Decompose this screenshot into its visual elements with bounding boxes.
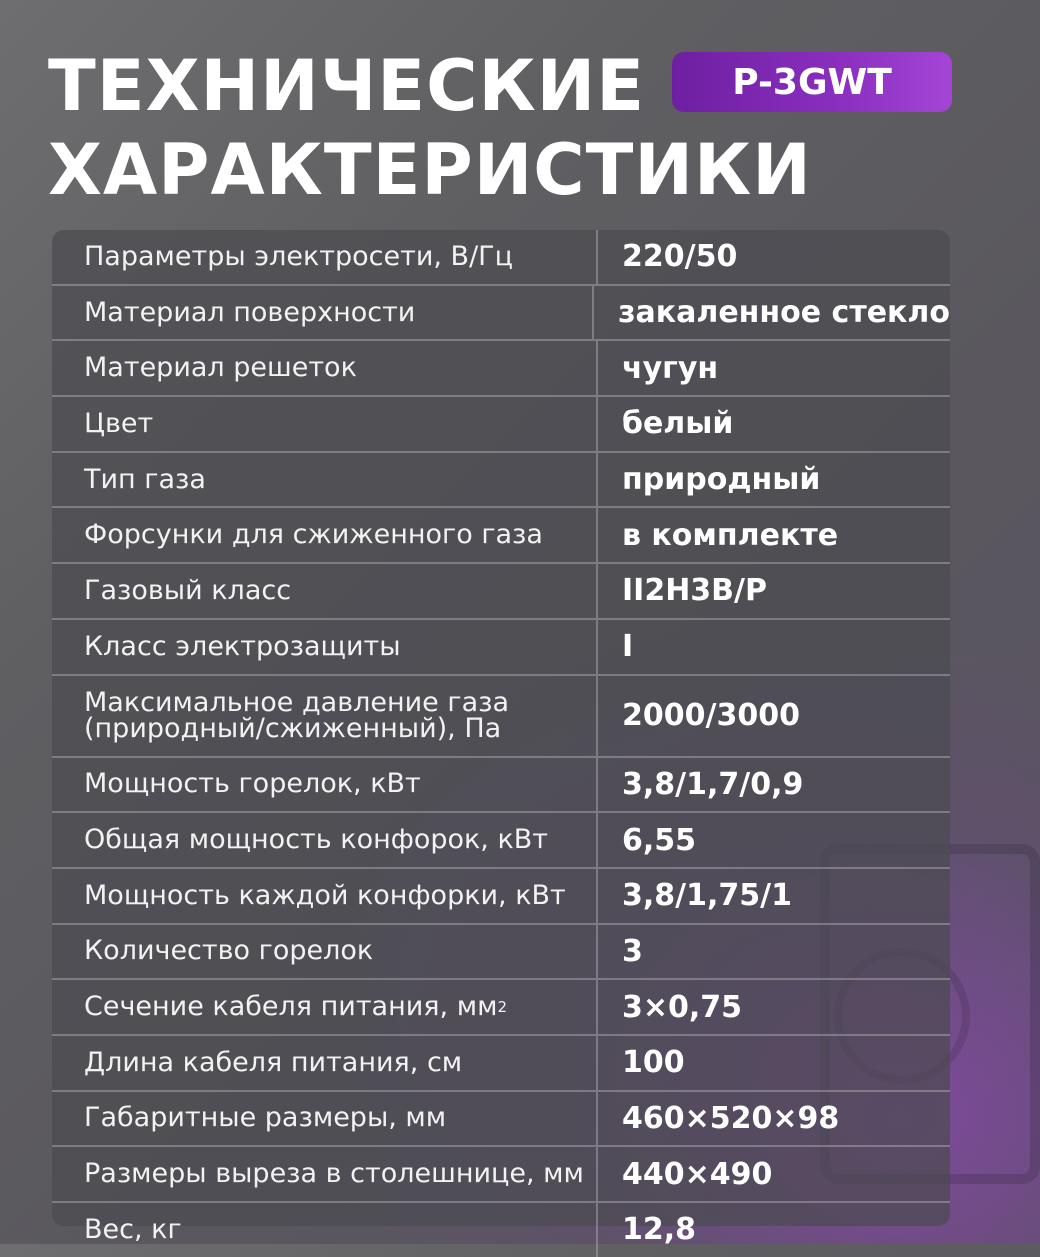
spec-label [52,564,598,618]
spec-row [52,564,950,620]
spec-label-text: Цвет [84,407,154,439]
spec-label-text: Длина кабеля питания, см [84,1046,463,1078]
spec-label [52,1147,598,1201]
spec-value: II2H3B/P [622,573,767,609]
spec-label [52,230,598,284]
spec-label: Сечение кабеля питания, мм 2 [52,980,598,1034]
spec-value: в комплекте [622,517,839,553]
spec-value: закаленное стекло [618,295,950,331]
spec-row [52,1036,950,1092]
spec-label [52,397,598,451]
spec-label-text: Общая мощность конфорок, кВт [84,824,549,856]
spec-value: 3×0,75 [622,989,743,1025]
spec-value: 440×490 [622,1156,773,1192]
spec-row [52,453,950,509]
spec-label [52,813,598,867]
spec-label-text: Сечение кабеля питания, мм [84,991,498,1023]
spec-label [52,1203,598,1257]
spec-label [52,1092,598,1146]
spec-value: I [622,629,634,665]
spec-label-text: Материал поверхности [84,296,416,328]
spec-value: 12,8 [622,1212,697,1248]
spec-value: 3,8/1,7/0,9 [622,766,804,802]
spec-label-text: Мощность каждой конфорки, кВт [84,879,566,911]
spec-label-text: Размеры выреза в столешнице, мм [84,1158,584,1190]
spec-label-text: Мощность горелок, кВт [84,768,421,800]
spec-row [52,869,950,925]
spec-value: 100 [622,1045,685,1081]
spec-row [52,1203,950,1257]
spec-row [52,1092,950,1148]
spec-label-text: Максимальное давление газа (природный/сжиженный), Па [84,686,510,744]
spec-value: 6,55 [622,822,697,858]
spec-label [52,758,598,812]
spec-table [52,230,950,1248]
spec-row [52,397,950,453]
spec-value: белый [622,406,734,442]
spec-label [52,620,598,674]
spec-row [52,980,950,1036]
spec-label [52,508,598,562]
spec-row [52,676,950,758]
spec-value: 3,8/1,75/1 [622,878,792,914]
spec-row [52,286,950,342]
spec-label [52,453,598,507]
spec-label-text: Газовый класс [84,574,292,606]
spec-label-text: Вес, кг [84,1213,182,1245]
spec-value: 460×520×98 [622,1100,840,1136]
spec-label-text: Форсунки для сжиженного газа [84,519,543,551]
spec-row [52,1147,950,1203]
spec-label [52,925,598,979]
spec-label-text: Габаритные размеры, мм [84,1102,447,1134]
spec-label-text: Параметры электросети, В/Гц [84,240,514,272]
spec-row [52,341,950,397]
spec-row [52,230,950,286]
spec-label-text: Количество горелок [84,935,374,967]
spec-value: природный [622,462,821,498]
spec-label [52,286,594,340]
model-badge: P-3GWT [672,52,952,112]
spec-row [52,925,950,981]
spec-value: 3 [622,933,643,969]
spec-label [52,676,598,756]
page-title-line-1: ТЕХНИЧЕСКИЕ [48,45,646,127]
spec-label [52,1036,598,1090]
spec-row [52,813,950,869]
spec-value: 2000/3000 [622,698,800,733]
spec-label [52,869,598,923]
spec-label-text: Класс электрозащиты [84,630,401,662]
spec-label-text: Материал решеток [84,352,357,384]
spec-value: 220/50 [622,239,738,275]
spec-label [52,341,598,395]
spec-value: чугун [622,350,719,386]
spec-label-text: Тип газа [84,463,206,495]
spec-row [52,758,950,814]
page-title-line-2: ХАРАКТЕРИСТИКИ [48,129,812,211]
spec-row [52,508,950,564]
spec-row [52,620,950,676]
